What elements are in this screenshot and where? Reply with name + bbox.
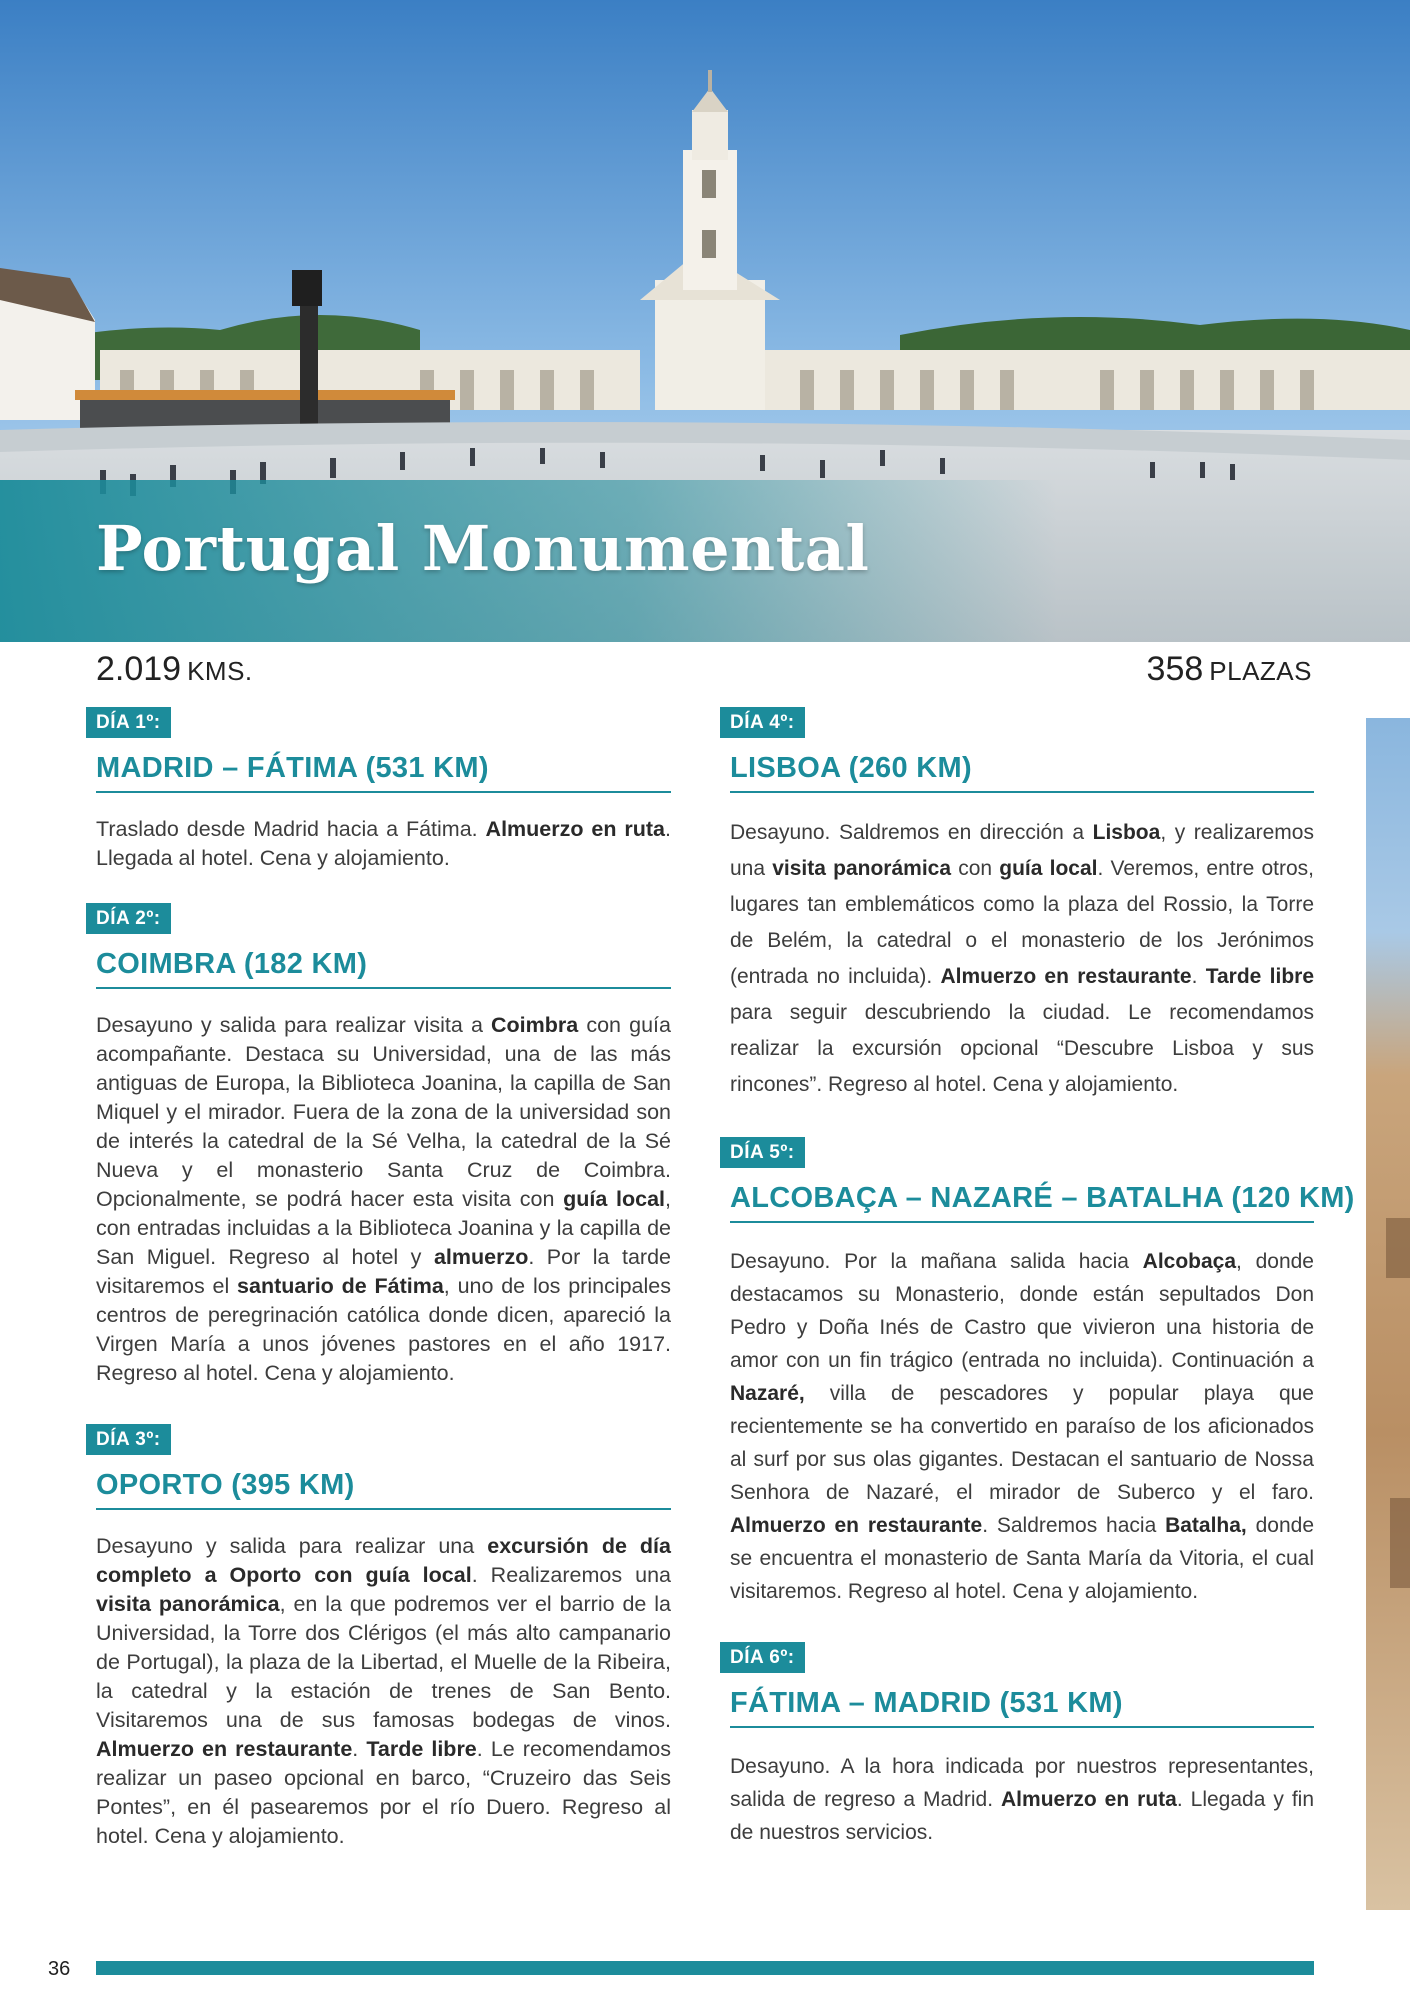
- day-badge: DÍA 5º:: [720, 1137, 805, 1168]
- day-title: LISBOA (260 KM): [730, 752, 1314, 793]
- text-segment: .: [352, 1737, 367, 1761]
- day-title: ALCOBAÇA – NAZARÉ – BATALHA (120 KM): [730, 1182, 1314, 1223]
- day-block-2: [86, 903, 671, 1388]
- text-segment: . Saldremos hacia: [982, 1514, 1166, 1537]
- text-segment: , y realizaremos una: [730, 821, 1314, 880]
- text-segment: , uno de los principales centros de peregrinación católica donde dicen, apareció la Virgen María a unos jóvenes pastores en el año 1917. Regreso al hotel. Cena y alojamiento.: [96, 1274, 671, 1385]
- bold-text-segment: Tarde libre: [1205, 965, 1314, 988]
- text-segment: . Llegada y fin de nuestros servicios.: [730, 1788, 1315, 1844]
- day-badge: DÍA 4º:: [720, 707, 805, 738]
- bold-text-segment: Almuerzo en restaurante: [730, 1514, 983, 1537]
- bold-text-segment: excursión de día completo a Oporto con guía local: [96, 1534, 671, 1587]
- day-badge: DÍA 3º:: [86, 1424, 171, 1455]
- text-segment: , donde destacamos su Monasterio, donde están sepultados Don Pedro y Doña Inés de Castro que vivieron una historia de amor con un fin trágico (entrada no incluida). Continuación a: [730, 1250, 1314, 1372]
- text-segment: villa de pescadores y popular playa que recientemente se ha convertido en paraíso de los aficionados al surf por sus olas gigantes. Destacan el santuario de Nossa Senhora de Nazaré, el mirador de Suberco y el faro.: [730, 1382, 1314, 1504]
- day-block-4: [720, 707, 1314, 1103]
- day-title: COIMBRA (182 KM): [96, 948, 671, 989]
- itinerary-left-column: [86, 707, 671, 1851]
- bold-text-segment: Almuerzo en restaurante: [940, 965, 1192, 988]
- day-description: [730, 815, 1314, 1103]
- text-segment: con guía acompañante. Destaca su Universidad, una de las más antiguas de Europa, la Biblioteca Joanina, la capilla de San Miquel y el mirador. Fuera de la zona de la universidad son de interés la catedral de la Sé Velha, la catedral de la Sé Nueva y el monasterio Santa Cruz de Coimbra. Opcionalmente, se podrá hacer esta visita con: [96, 1013, 671, 1211]
- day-badge: DÍA 1º:: [86, 707, 171, 738]
- text-segment: . Realizaremos una: [471, 1563, 672, 1587]
- page-number: 36: [48, 1958, 71, 1980]
- bold-text-segment: visita panorámica: [772, 857, 952, 880]
- bold-text-segment: guía local: [563, 1187, 665, 1211]
- bold-text-segment: Almuerzo en restaurante: [96, 1737, 353, 1761]
- text-segment: con: [951, 857, 1000, 880]
- day-title: MADRID – FÁTIMA (531 KM): [96, 752, 671, 793]
- text-segment: .: [1191, 965, 1206, 988]
- day-title: FÁTIMA – MADRID (531 KM): [730, 1687, 1314, 1728]
- distance-unit: KMS.: [187, 656, 253, 686]
- day-title: OPORTO (395 KM): [96, 1469, 671, 1510]
- day-block-5: [720, 1137, 1355, 1608]
- day-description: [96, 815, 671, 873]
- bold-text-segment: Batalha,: [1165, 1514, 1247, 1537]
- bold-text-segment: Nazaré,: [730, 1382, 805, 1405]
- distance-stat: [96, 650, 253, 689]
- hero-photo: [0, 0, 1410, 642]
- bold-text-segment: Almuerzo en ruta: [1001, 1788, 1177, 1811]
- day-badge: DÍA 6º:: [720, 1642, 805, 1673]
- text-segment: Desayuno. Por la mañana salida hacia: [730, 1250, 1143, 1273]
- text-segment: Desayuno. A la hora indicada por nuestros representantes, salida de regreso a Madrid.: [730, 1755, 1314, 1811]
- text-segment: Desayuno y salida para realizar una: [96, 1534, 488, 1558]
- bold-text-segment: guía local: [999, 857, 1098, 880]
- bold-text-segment: Coimbra: [491, 1013, 579, 1037]
- footer-bar: [96, 1961, 1314, 1975]
- day-description: [96, 1532, 671, 1851]
- seats-value: 358: [1146, 650, 1204, 688]
- page-title: Portugal Monumental: [96, 512, 870, 585]
- day-block-1: [86, 707, 671, 873]
- text-segment: donde se encuentra el monasterio de Santa María da Vitoria, el cual visitaremos. Regreso al hotel. Cena y alojamiento.: [730, 1514, 1314, 1603]
- day-block-3: [86, 1424, 671, 1851]
- day-badge: DÍA 2º:: [86, 903, 171, 934]
- bold-text-segment: Tarde libre: [366, 1737, 477, 1761]
- text-segment: . Por la tarde visitaremos el: [96, 1245, 671, 1298]
- text-segment: . Llegada al hotel. Cena y alojamiento.: [96, 817, 671, 870]
- text-segment: Traslado desde Madrid hacia a Fátima.: [96, 817, 486, 841]
- text-segment: Desayuno. Saldremos en dirección a: [730, 821, 1093, 844]
- monastery-photo: [1366, 718, 1410, 1910]
- text-segment: para seguir descubriendo la ciudad. Le recomendamos realizar la excursión opcional “Descubre Lisboa y sus rincones”. Regreso al hotel. Cena y alojamiento.: [730, 1001, 1314, 1096]
- seats-unit: PLAZAS: [1209, 656, 1312, 686]
- text-segment: Desayuno y salida para realizar visita a: [96, 1013, 492, 1037]
- bold-text-segment: Lisboa: [1092, 821, 1161, 844]
- day-description: [730, 1245, 1314, 1608]
- bold-text-segment: Alcobaça: [1142, 1250, 1237, 1273]
- distance-value: 2.019: [96, 650, 182, 688]
- day-block-6: [720, 1642, 1314, 1849]
- bold-text-segment: santuario de Fátima: [237, 1274, 444, 1298]
- day-description: [730, 1750, 1314, 1849]
- text-segment: , con entradas incluidas a la Biblioteca Joanina y la capilla de San Miguel. Regreso al hotel y: [96, 1187, 671, 1269]
- side-photo-strip: [1366, 718, 1410, 1910]
- bold-text-segment: almuerzo: [433, 1245, 529, 1269]
- day-description: [96, 1011, 671, 1388]
- text-segment: . Le recomendamos realizar un paseo opcional en barco, “Cruzeiro das Seis Pontes”, en él pasearemos por el río Duero. Regreso al hotel. Cena y alojamiento.: [96, 1737, 671, 1848]
- seats-stat: [1147, 650, 1312, 689]
- itinerary-right-column: [720, 707, 1355, 1849]
- text-segment: , en la que podremos ver el barrio de la Universidad, la Torre dos Clérigos (el más alto campanario de Portugal), la plaza de la Libertad, el Muelle de la Ribeira, la catedral y la estación de trenes de San Bento. Visitaremos una de sus famosas bodegas de vinos.: [96, 1592, 672, 1732]
- bold-text-segment: Almuerzo en ruta: [485, 817, 665, 841]
- text-segment: . Veremos, entre otros, lugares tan emblemáticos como la plaza del Rossio, la Torre de Belém, la catedral o el monasterio de los Jerónimos (entrada no incluida).: [730, 857, 1314, 988]
- bold-text-segment: visita panorámica: [96, 1592, 280, 1616]
